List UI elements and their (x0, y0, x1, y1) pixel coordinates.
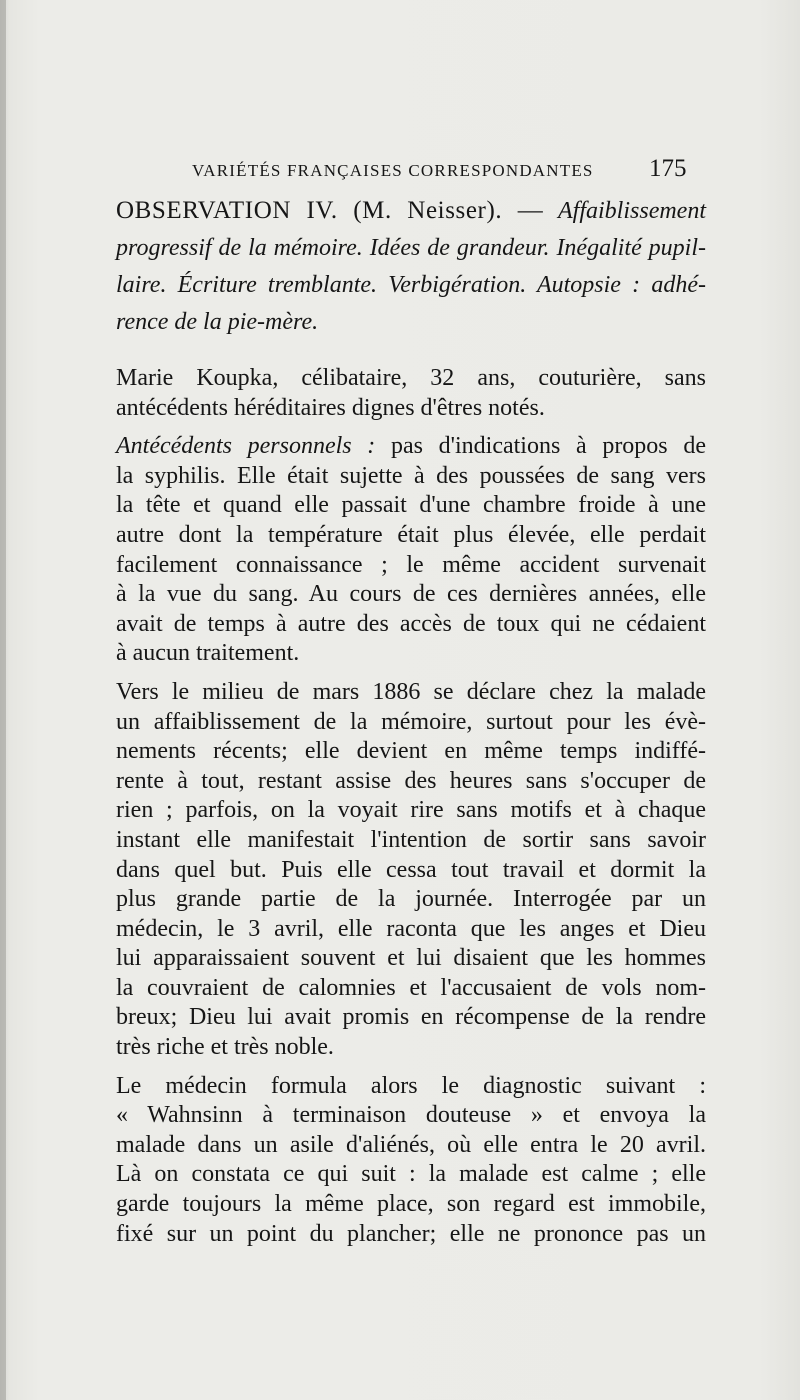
page-edge-shadow (0, 0, 6, 1400)
paragraph-gap (116, 1063, 706, 1072)
text-line: Vers le milieu de mars 1886 se déclare chez la malade (116, 678, 706, 705)
observation-summary-line: rence de la pie-mère. (116, 309, 319, 335)
text-line: à aucun traitement. (116, 640, 300, 667)
paragraph-gap (116, 423, 706, 432)
paragraph (116, 364, 706, 423)
text-line: très riche et très noble. (116, 1034, 334, 1061)
text-line (116, 432, 706, 462)
text-line: dans quel but. Puis elle cessa tout travail et dormit la (116, 856, 706, 883)
text-line: lui apparaissaient souvent et lui disaient que les hommes (116, 945, 706, 972)
text-line: rien ; parfois, on la voyait rire sans motifs et à chaque (116, 797, 706, 824)
text-line: nements récents; elle devient en même temps indiffé- (116, 738, 706, 765)
observation-heading-line (116, 267, 706, 304)
text-line: rente à tout, restant assise des heures sans s'occuper de (116, 767, 706, 794)
text-line: antécédents héréditaires dignes d'êtres notés. (116, 394, 545, 421)
text-line: médecin, le 3 avril, elle raconta que les anges et Dieu (116, 915, 706, 942)
text-line: garde toujours la même place, son regard est immobile, (116, 1191, 706, 1218)
text-line: avait de temps à autre des accès de toux qui ne cédaient (116, 610, 706, 637)
text-segment: pas d'indications à propos de (390, 433, 706, 460)
text-line: plus grande partie de la journée. Interrogée par un (116, 886, 706, 913)
text-line: la syphilis. Elle était sujette à des poussées de sang vers (116, 462, 706, 489)
observation-title: OBSERVATION IV. (M. Neisser). — (116, 197, 544, 224)
text-line: un affaiblissement de la mémoire, surtout pour les évè- (116, 708, 706, 735)
observation-heading (116, 192, 706, 341)
running-header (192, 155, 712, 185)
paragraph (116, 1072, 706, 1250)
body-text (116, 364, 706, 1249)
text-line: Là on constata ce qui suit : la malade est calme ; elle (116, 1161, 706, 1188)
text-line: Marie Koupka, célibataire, 32 ans, couturière, sans (116, 365, 706, 391)
text-line: breux; Dieu lui avait promis en récompense de la rendre (116, 1004, 706, 1031)
text-line: à la vue du sang. Au cours de ces dernières années, elle (116, 581, 706, 608)
paragraph-lead: Antécédents personnels : (116, 433, 376, 460)
running-title: VARIÉTÉS FRANÇAISES CORRESPONDANTES (192, 161, 594, 180)
observation-summary-line: progressif de la mémoire. Idées de grandeur. Inégalité pupil- (116, 235, 706, 261)
text-line: instant elle manifestait l'intention de sortir sans savoir (116, 826, 706, 853)
paragraph (116, 432, 706, 669)
paragraph-gap (116, 669, 706, 678)
text-line: « Wahnsinn à terminaison douteuse » et envoya la (116, 1102, 706, 1129)
observation-summary-line: laire. Écriture tremblante. Verbigération. Autopsie : adhé- (116, 272, 706, 298)
text-line: la tête et quand elle passait d'une chambre froide à une (116, 492, 706, 519)
text-line: facilement connaissance ; le même accident survenait (116, 551, 706, 578)
text-line: autre dont la température était plus élevée, elle perdait (116, 521, 706, 548)
text-line: la couvraient de calomnies et l'accusaient de vols nom- (116, 974, 706, 1001)
text-line: Le médecin formula alors le diagnostic suivant : (116, 1072, 706, 1099)
page-number: 175 (649, 155, 687, 182)
observation-heading-line (116, 230, 706, 267)
observation-heading-line (116, 192, 706, 230)
paragraph (116, 678, 706, 1063)
text-line: malade dans un asile d'aliénés, où elle entra le 20 avril. (116, 1131, 706, 1158)
text-line: fixé sur un point du plancher; elle ne prononce pas un (116, 1220, 706, 1247)
observation-heading-line (116, 304, 706, 341)
observation-summary-line: Affaiblissement (558, 198, 706, 224)
